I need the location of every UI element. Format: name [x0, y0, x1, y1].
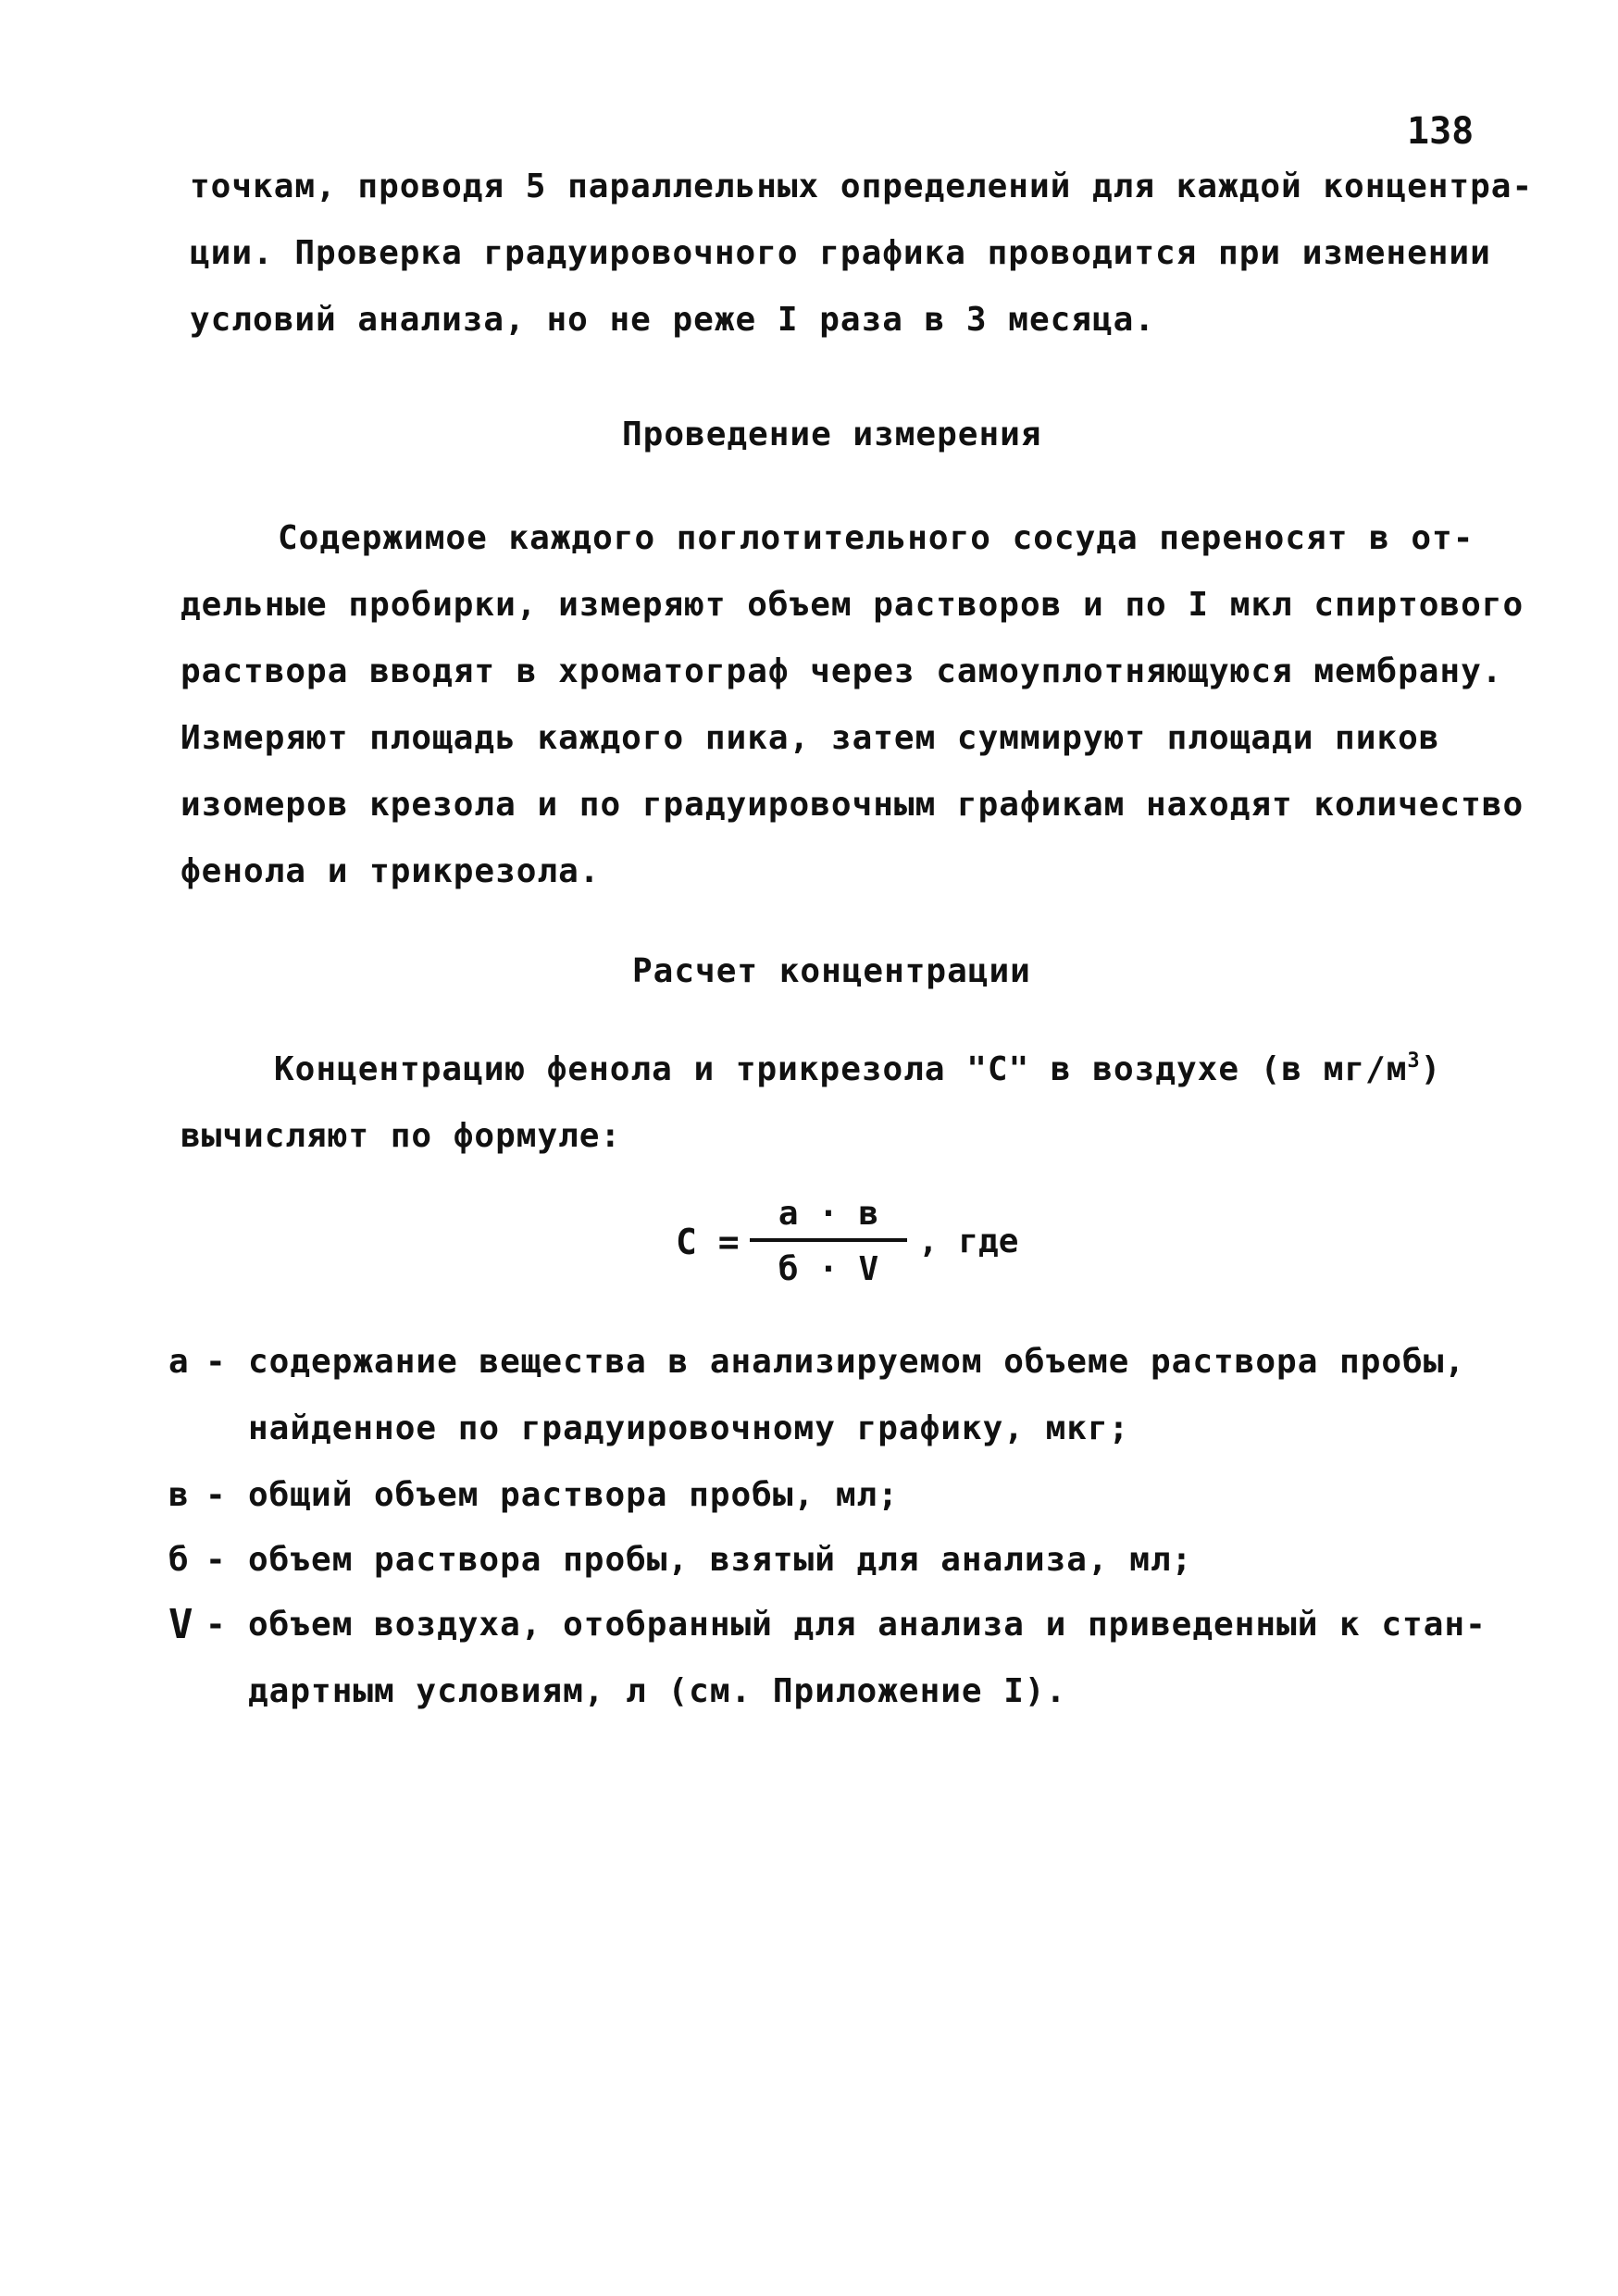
- definition-dash: -: [205, 1541, 226, 1579]
- section-heading-measurement: Проведение измерения: [622, 416, 1042, 453]
- definition-text-line: найденное по градуировочному графику, мкг;: [248, 1409, 1130, 1447]
- cubic-exponent: 3: [1407, 1049, 1421, 1073]
- definition-dash: -: [205, 1343, 226, 1381]
- calculation-line-2: вычисляют по формуле:: [180, 1117, 622, 1155]
- measurement-line-4: Измеряют площадь каждого пика, затем суммируют площади пиков: [180, 719, 1440, 757]
- calculation-line-1-main: Концентрацию фенола и трикрезола "С" в воздухе (в мг/м: [274, 1050, 1408, 1088]
- section-heading-calculation: Расчет концентрации: [632, 952, 1031, 990]
- definition-symbol: V: [168, 1601, 193, 1648]
- definition-text-line: содержание вещества в анализируемом объеме раствора пробы,: [248, 1343, 1466, 1381]
- intro-line-2: ции. Проверка градуировочного графика проводится при изменении: [190, 234, 1491, 272]
- calculation-line-1-end: ): [1420, 1050, 1442, 1088]
- formula-lhs: С =: [676, 1222, 740, 1262]
- definition-text-line: объем воздуха, отобранный для анализа и приведенный к стан-: [248, 1606, 1487, 1644]
- calculation-line-1: [274, 1049, 1441, 1090]
- definition-dash: -: [205, 1606, 226, 1644]
- definition-text-line: дартным условиям, л (см. Приложение I).: [248, 1672, 1067, 1710]
- measurement-line-3: раствора вводят в хроматограф через самоуплотняющуюся мембрану.: [180, 652, 1503, 690]
- definition-text-line: объем раствора пробы, взятый для анализа, мл;: [248, 1541, 1193, 1579]
- concentration-formula: [676, 1194, 1064, 1305]
- measurement-line-6: фенола и трикрезола.: [180, 852, 601, 890]
- definition-symbol: б: [168, 1541, 189, 1579]
- formula-denominator: б · V: [778, 1250, 879, 1288]
- definition-dash: -: [205, 1476, 226, 1514]
- measurement-line-1: Содержимое каждого поглотительного сосуда переносят в от-: [278, 519, 1475, 557]
- intro-line-3: условий анализа, но не реже I раза в 3 месяца.: [190, 301, 1155, 339]
- definition-text-line: общий объем раствора пробы, мл;: [248, 1476, 899, 1514]
- measurement-line-2: дельные пробирки, измеряют объем растворов и по I мкл спиртового: [180, 586, 1525, 624]
- fraction-bar: [750, 1238, 907, 1242]
- definition-symbol: а: [168, 1343, 189, 1381]
- formula-tail: , где: [918, 1222, 1019, 1260]
- formula-numerator: а · в: [778, 1195, 879, 1233]
- measurement-line-5: изомеров крезола и по градуировочным графикам находят количество: [180, 786, 1525, 824]
- page-number: 138: [1407, 110, 1475, 153]
- intro-line-1: точкам, проводя 5 параллельных определений для каждой концентра-: [190, 168, 1534, 205]
- definition-symbol: в: [168, 1476, 189, 1514]
